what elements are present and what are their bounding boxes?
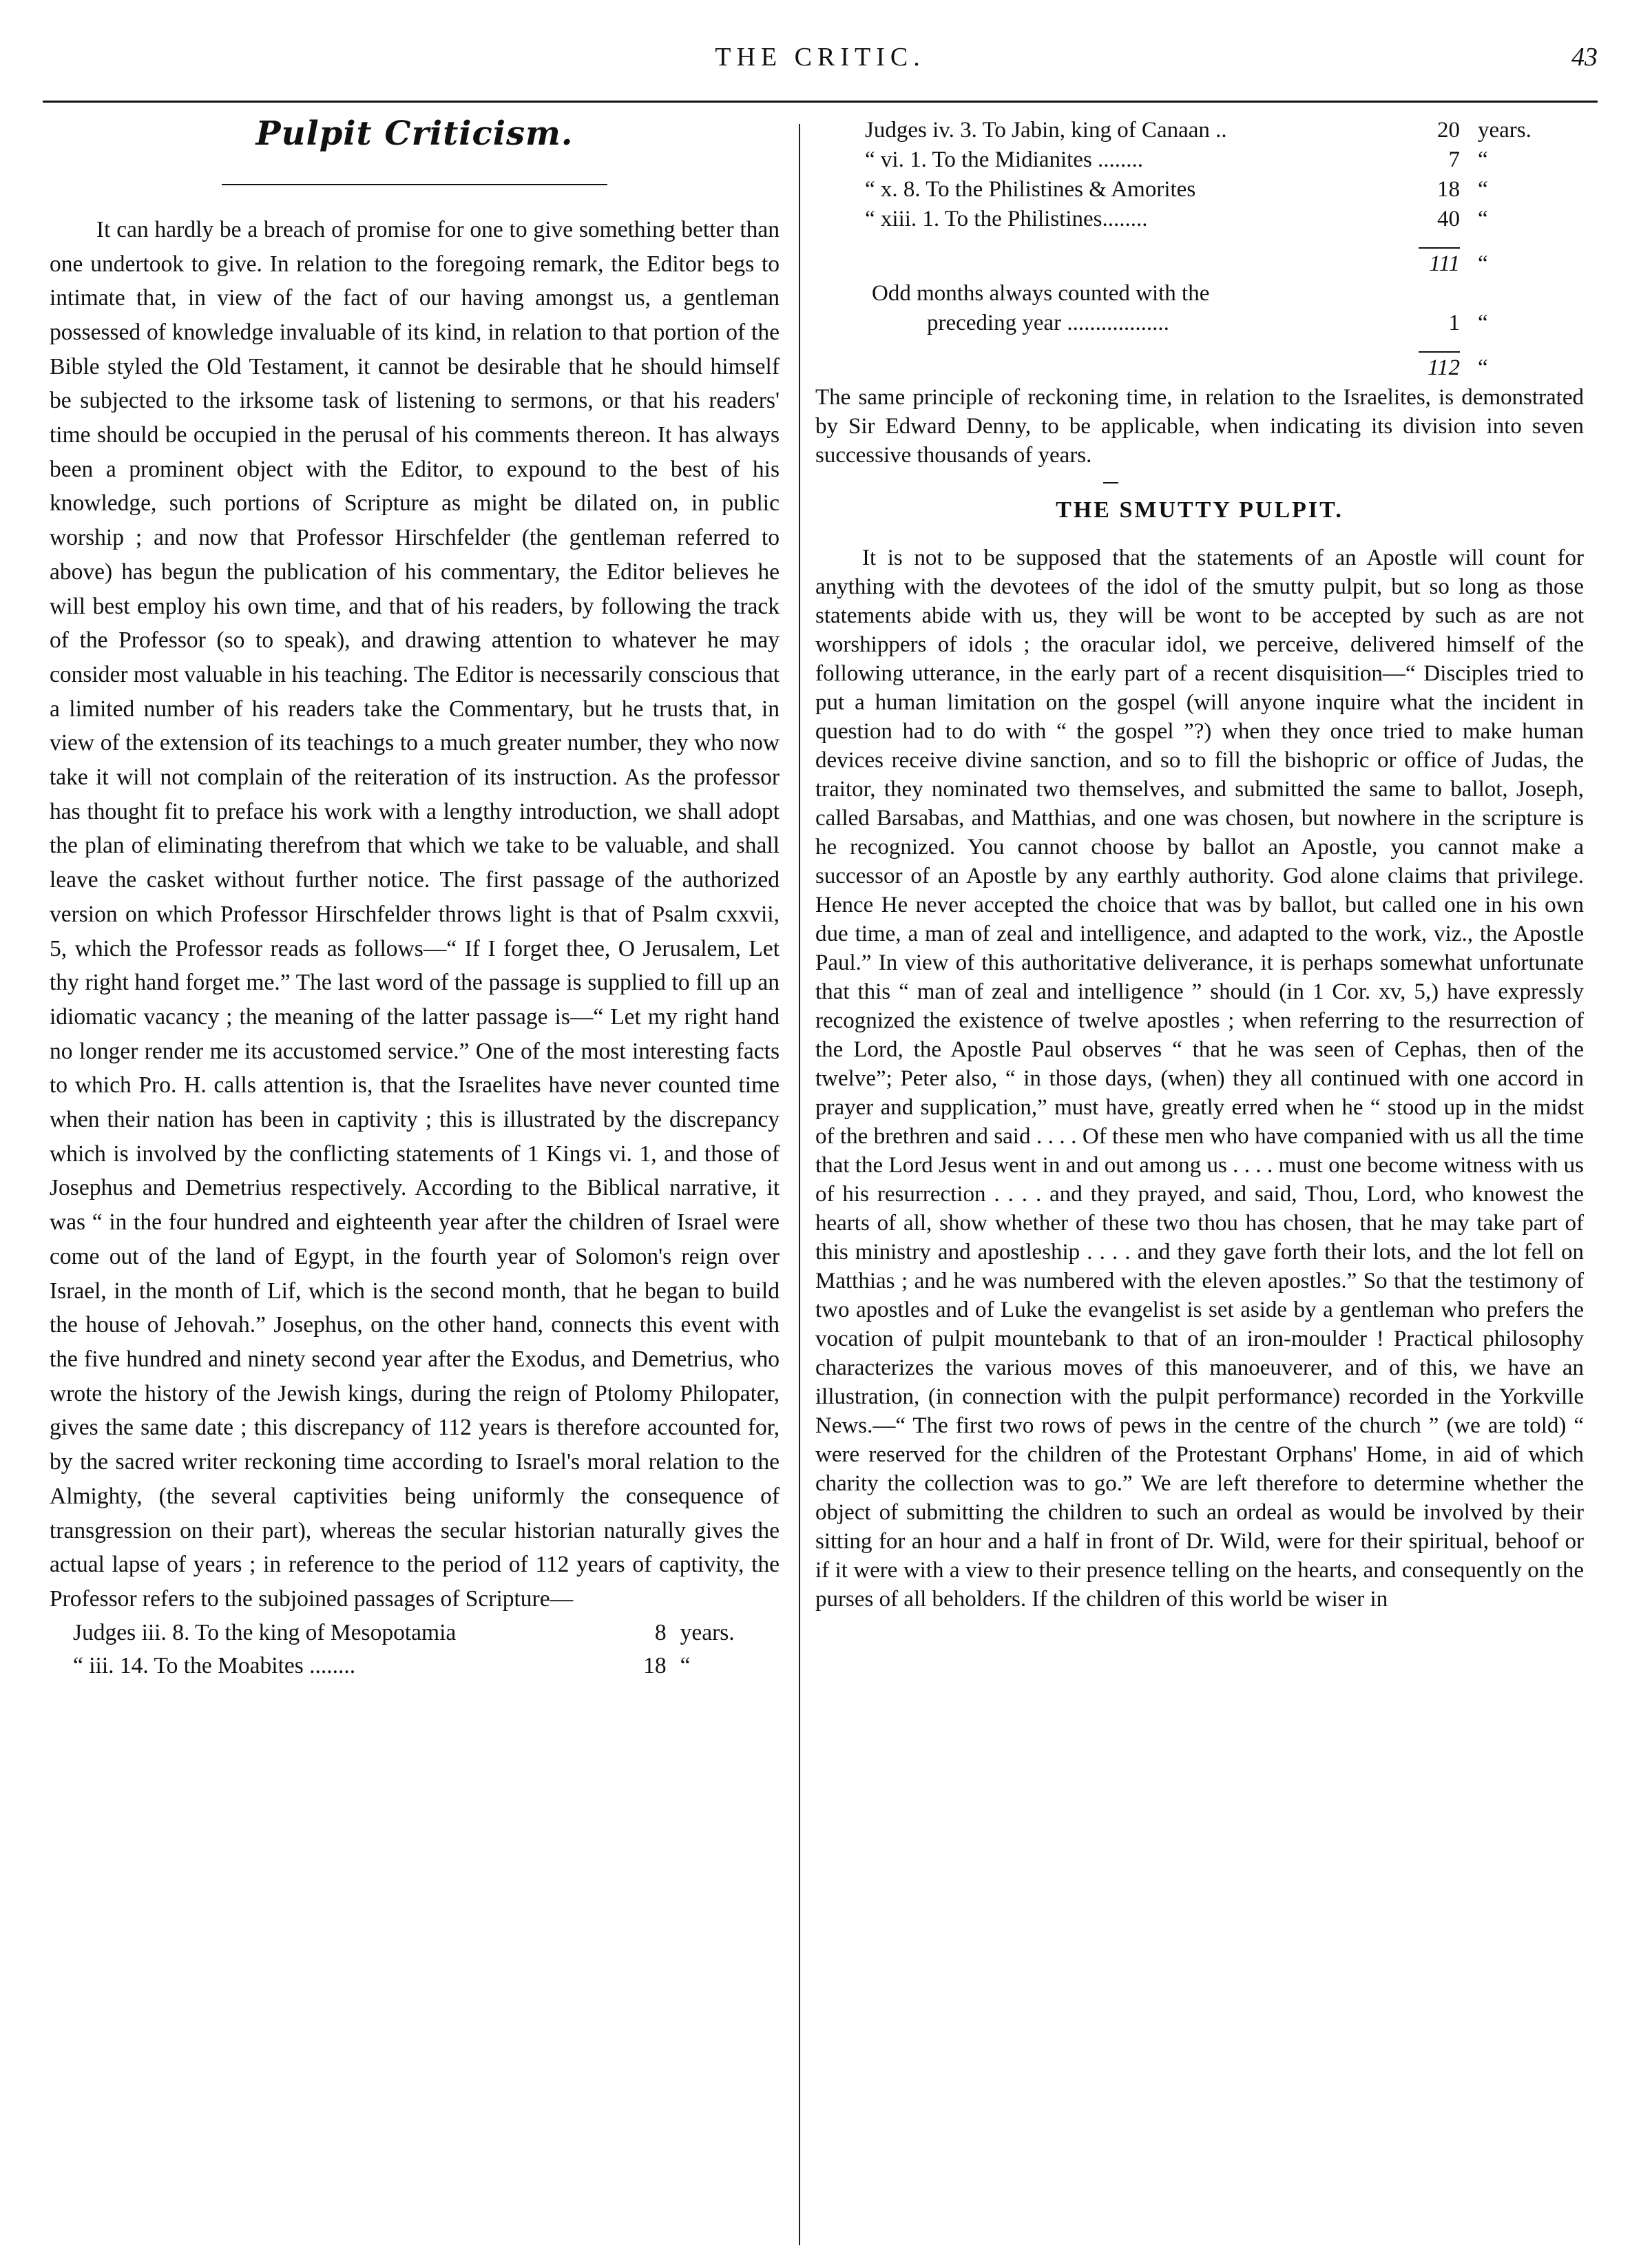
reference-unit: “ (680, 1652, 691, 1678)
odd-months-unit: “ (1478, 311, 1488, 335)
article-body-pulpit-criticism: It can hardly be a breach of promise for one to give something better than one undertook to give. In relation to the foregoing remark, the Editor begs to intimate that, in view of the fact of our having amongst us, a gentleman possessed of knowledge invaluable of its kind, in relation to that portion of the Bible styled the Old Testament, it cannot be desirable that he should himself be subjected to the irksome task of listening to sermons, or that his readers' time should be occupied in the perusal of his comments thereon. It has always been a prominent object with the Editor, to expound to the best of his knowledge, such portions of Scripture as might be dilated on, in public worship ; and now that Professor Hirschfelder (the gentleman referred to above) has begun the publication of his commentary, the Editor believes he will best employ his own time, and that of his readers, by following the track of the Professor (so to speak), and drawing attention to whatever he may consider most valuable in his teaching. The Editor is necessarily conscious that a limited number of his readers take the Commentary, but he trusts that, in view of the extension of its teachings to a much greater number, they who now take it will not complain of the reiteration of its instruction. As the professor has thought fit to preface his work with a lengthy introduction, we shall adopt the plan of eliminating therefrom that which we take to be valuable, and shall leave the casket without further notice. The first passage of the authorized version on which Professor Hirschfelder throws light is that of Psalm cxxvii, 5, which the Professor reads as follows—“ If I forget thee, O Jerusalem, Let thy right hand forget me.” The last word of the passage is supplied to fill up an idiomatic vacancy ; the meaning of the latter passage is—“ Let my right hand no longer render me its accustomed service.” One of the most interesting facts to which Pro. H. calls attention is, that the Israelites have never counted time when their nation has been in captivity ; this is illustrated by the discrepancy which is involved by the conflicting statements of 1 Kings vi. 1, and those of Josephus and Demetrius respectively. According to the Biblical narrative, it was “ in the four hundred and eighteenth year after the children of Israel were come out of the land of Egypt, in the fourth year of Solomon's reign over Israel, in the month of Lif, which is the second month, that he began to build the house of Jehovah.” Josephus, on the other hand, connects this event with the five hundred and ninety second year after the Exodus, and Demetrius, who wrote the history of the Jewish kings, during the reign of Ptolomy Philopater, gives the same date ; this discrepancy of 112 years is therefore accounted for, by the sacred writer reckoning time according to Israel's moral relation to the Almighty, (the several captivities being uniformly the consequence of transgression on their part), whereas the secular historian naturally gives the actual lapse of years ; in reference to the period of 112 years of captivity, the Professor refers to the subjoined passages of Scripture— (50, 216, 780, 1612)
odd-months-row (865, 309, 1554, 338)
odd-months-value: 1 (1448, 311, 1460, 335)
reference-unit: “ (1478, 177, 1488, 202)
reference-row (73, 1650, 762, 1683)
odd-months-label: Odd months always counted with the (872, 281, 1210, 306)
article-body-smutty-pulpit: It is not to be supposed that the statements of an Apostle will count for anything with the devotees of the idol of the smutty pulpit, but so long as those statements abide with us, they will be wont to be accepted by such as are not worshippers of idols ; the oracular idol, we perceive, delivered himself of the following utterance, in the early part of a recent disquisition—“ Disciples tried to put a human limitation on the gospel (will anyone inquire what the incident in question had to do with “ the gospel ”?) when they once tried to make human devices receive divine sanction, and so to fill the bishopric or office of Judas, the traitor, they nominated two themselves, and submitted the same to ballot, Joseph, called Barsabas, and Matthias, and one was chosen, but nowhere in the scripture is he recognized. You cannot choose by ballot an Apostle, you cannot make a successor of an Apostle by any earthly authority. God alone claims that privilege. Hence He never accepted the choice that was by ballot, but called one in his own due time, a man of zeal and intelligence, and adapted to the work, viz., the Apostle Paul.” In view of this authoritative deliverance, it is perhaps somewhat unfortunate that this “ man of zeal and intelligence ” should (in 1 Cor. xv, 5,) have expressly recognized the existence of twelve apostles ; when referring to the resurrection of the Lord, the Apostle Paul observes “ that he was seen of Cephas, then of the twelve”; Peter also, “ in those days, (when) they all continued with one accord in prayer and supplication,” must have, greatly erred when he “ stood up in the midst of the brethren and said . . . . Of these men who have companied with us all the time that the Lord Jesus went in and out among us . . . . must one become witness with us of his resurrection . . . . and they prayed, and said, Thou, Lord, who knowest the hearts of all, show whether of these two thou has chosen, that he may take part of this ministry and apostleship . . . . and they gave forth their lots, and the lot fell on Matthias ; and he was numbered with the eleven apostles.” So that the testimony of two apostles and of Luke the evangelist is set aside by a gentleman who prefers the vocation of pulpit mountebank to that of an iron-moulder ! Practical philosophy characterizes the various moves of this manoeuverer, and of this, we have an illustration, (in connection with the pulpit performance) recorded in the Yorkville News.—“ The first two rows of pews in the centre of the church ” (we are told) “ were reserved for the children of the Protestant Orphans' Home, in aid of which charity the collection was to go.” We are left therefore to determine whether the object of submitting the children to such an ordeal as would be involved by their sitting for an hour and a half in front of Dr. Wild, were for their spiritual, behoof or if it were with a view to their presence telling on the hearts, and consequently on the purses of all beholders. If the children of this world be wiser in (815, 545, 1584, 1612)
page-number: 43 (1571, 43, 1598, 72)
right-column (815, 116, 1584, 1614)
section-separator (1103, 482, 1118, 483)
reference-years: 18 (1437, 177, 1460, 202)
odd-months-label: preceding year .................. (927, 311, 1169, 335)
reference-row (865, 145, 1554, 175)
sum-rule (1419, 247, 1460, 249)
scripture-reference-table-right (865, 116, 1554, 383)
reference-years: 18 (643, 1652, 667, 1678)
column-divider (799, 124, 800, 2245)
page-header-title: THE CRITIC. (715, 43, 926, 72)
total-value: 112 (1427, 355, 1460, 380)
reference-text: “ iii. 14. To the Moabites ........ (73, 1652, 356, 1678)
subtotal-unit: “ (1478, 251, 1488, 276)
reference-years: 20 (1437, 118, 1460, 143)
reference-text: “ x. 8. To the Philistines & Amorites (865, 177, 1196, 202)
reference-years: 8 (654, 1619, 667, 1645)
reference-row (865, 116, 1554, 145)
header-rule (43, 101, 1598, 103)
subtotal-row (865, 249, 1554, 279)
total-row (865, 353, 1554, 383)
scripture-reference-table-left (73, 1616, 762, 1683)
reference-text: Judges iii. 8. To the king of Mesopotamia (73, 1619, 457, 1645)
reckoning-paragraph: The same principle of reckoning time, in relation to the Israelites, is demonstrated by Sir Edward Denny, to be applicable, when indicating its division into seven successive thousands of years. (815, 385, 1584, 468)
title-rule (222, 184, 607, 185)
article-title-smutty-pulpit: THE SMUTTY PULPIT. (1056, 497, 1344, 523)
odd-months-row (865, 279, 1554, 309)
sum-rule-row (865, 338, 1554, 353)
reference-row (73, 1616, 762, 1650)
reference-text: “ xiii. 1. To the Philistines........ (865, 207, 1148, 231)
reference-row (865, 175, 1554, 205)
article-title-pulpit-criticism: Pulpit Criticism. (255, 114, 574, 153)
reference-years: 40 (1437, 207, 1460, 231)
reference-years: 7 (1448, 147, 1460, 172)
subtotal-value: 111 (1429, 251, 1460, 276)
sum-rule-row (865, 234, 1554, 249)
reference-unit: years. (680, 1619, 735, 1645)
page-header (43, 44, 1598, 92)
reference-row (865, 205, 1554, 234)
reference-unit: years. (1478, 118, 1532, 143)
sum-rule (1419, 351, 1460, 353)
left-column (50, 116, 780, 1683)
reference-text: “ vi. 1. To the Midianites ........ (865, 147, 1144, 172)
total-unit: “ (1478, 355, 1488, 380)
reference-text: Judges iv. 3. To Jabin, king of Canaan .. (865, 118, 1227, 143)
reference-unit: “ (1478, 147, 1488, 172)
reference-unit: “ (1478, 207, 1488, 231)
